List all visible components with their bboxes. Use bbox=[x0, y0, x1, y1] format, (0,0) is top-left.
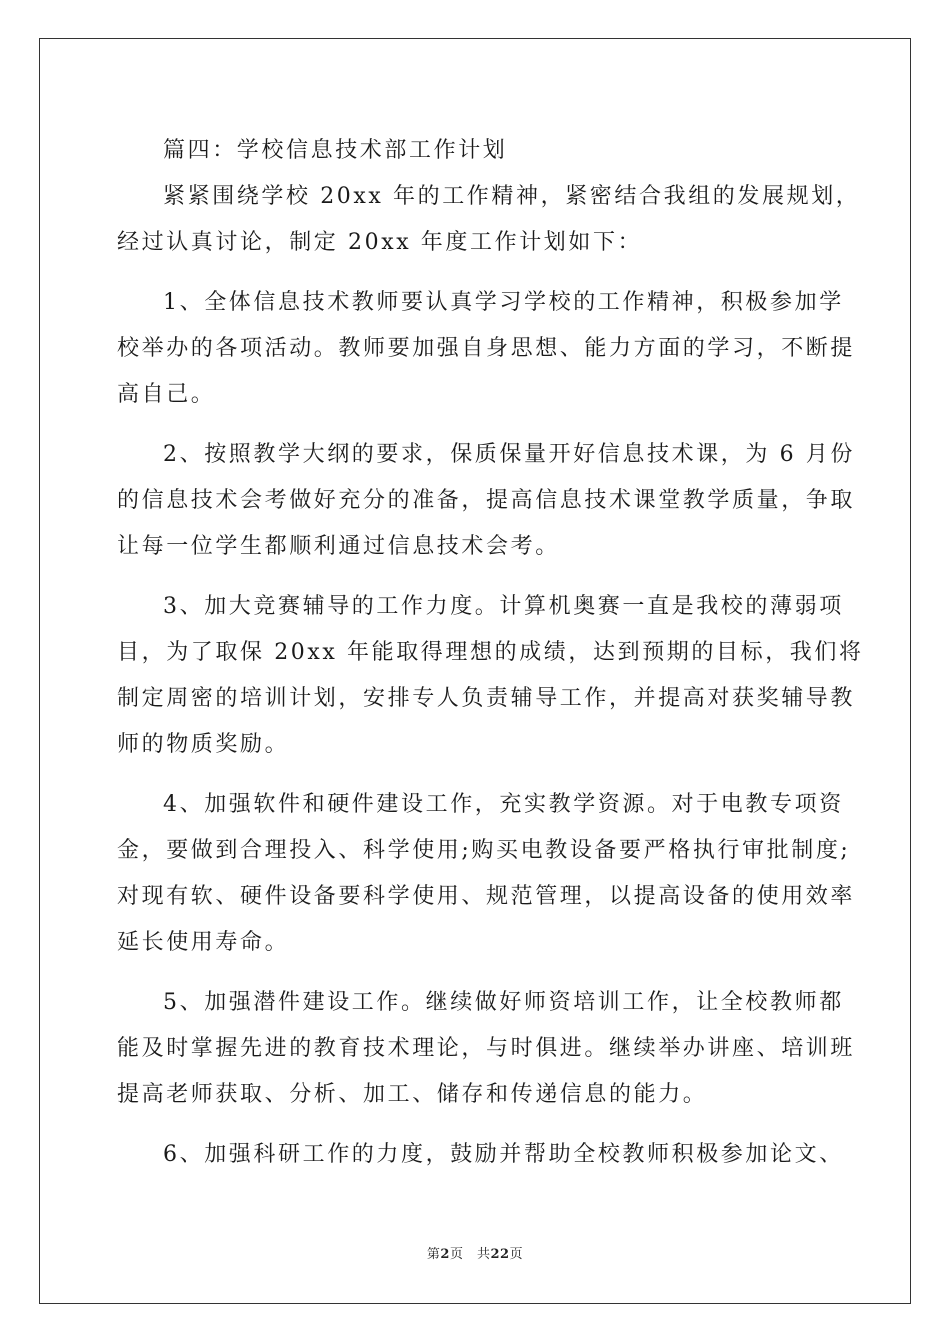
paragraph-line: 目，为了取保 20xx 年能取得理想的成绩，达到预期的目标，我们将 bbox=[117, 640, 864, 665]
paragraph-line: 对现有软、硬件设备要科学使用、规范管理，以提高设备的使用效率 bbox=[117, 884, 856, 909]
page-prefix: 第 bbox=[426, 1247, 441, 1262]
page-suffix: 页 bbox=[509, 1247, 524, 1262]
paragraph-line: 延长使用寿命。 bbox=[117, 930, 290, 955]
paragraph-line: 4、加强软件和硬件建设工作，充实教学资源。对于电教专项资 bbox=[163, 792, 844, 817]
page-footer bbox=[0, 1246, 950, 1264]
paragraph-line: 高自己。 bbox=[117, 382, 216, 407]
intro-line: 紧紧围绕学校 20xx 年的工作精神，紧密结合我组的发展规划， bbox=[163, 184, 861, 209]
document-title: 篇四：学校信息技术部工作计划 bbox=[163, 138, 508, 163]
page-total: 22 bbox=[490, 1247, 510, 1262]
paragraph-line: 提高老师获取、分析、加工、储存和传递信息的能力。 bbox=[117, 1082, 708, 1107]
paragraph-line: 3、加大竞赛辅导的工作力度。计算机奥赛一直是我校的薄弱项 bbox=[163, 594, 844, 619]
intro-line: 经过认真讨论，制定 20xx 年度工作计划如下： bbox=[117, 230, 643, 255]
page-current: 2 bbox=[440, 1247, 450, 1262]
document-body bbox=[117, 128, 864, 1178]
paragraph-line: 的信息技术会考做好充分的准备，提高信息技术课堂教学质量，争取 bbox=[117, 488, 856, 513]
paragraph-line: 校举办的各项活动。教师要加强自身思想、能力方面的学习，不断提 bbox=[117, 336, 856, 361]
paragraph-line: 能及时掌握先进的教育技术理论，与时俱进。继续举办讲座、培训班 bbox=[117, 1036, 856, 1061]
page-mid: 页 共 bbox=[449, 1247, 491, 1262]
paragraph-line: 制定周密的培训计划，安排专人负责辅导工作，并提高对获奖辅导教 bbox=[117, 686, 856, 711]
paragraph-line: 师的物质奖励。 bbox=[117, 732, 290, 757]
paragraph-line: 金，要做到合理投入、科学使用;购买电教设备要严格执行审批制度; bbox=[117, 838, 851, 863]
paragraph-line: 5、加强潜件建设工作。继续做好师资培训工作，让全校教师都 bbox=[163, 990, 844, 1015]
paragraph-line: 1、全体信息技术教师要认真学习学校的工作精神，积极参加学 bbox=[163, 290, 844, 315]
paragraph-line: 6、加强科研工作的力度，鼓励并帮助全校教师积极参加论文、 bbox=[163, 1142, 844, 1167]
paragraph-line: 2、按照教学大纲的要求，保质保量开好信息技术课，为 6 月份 bbox=[163, 442, 855, 467]
paragraph-line: 让每一位学生都顺利通过信息技术会考。 bbox=[117, 534, 560, 559]
